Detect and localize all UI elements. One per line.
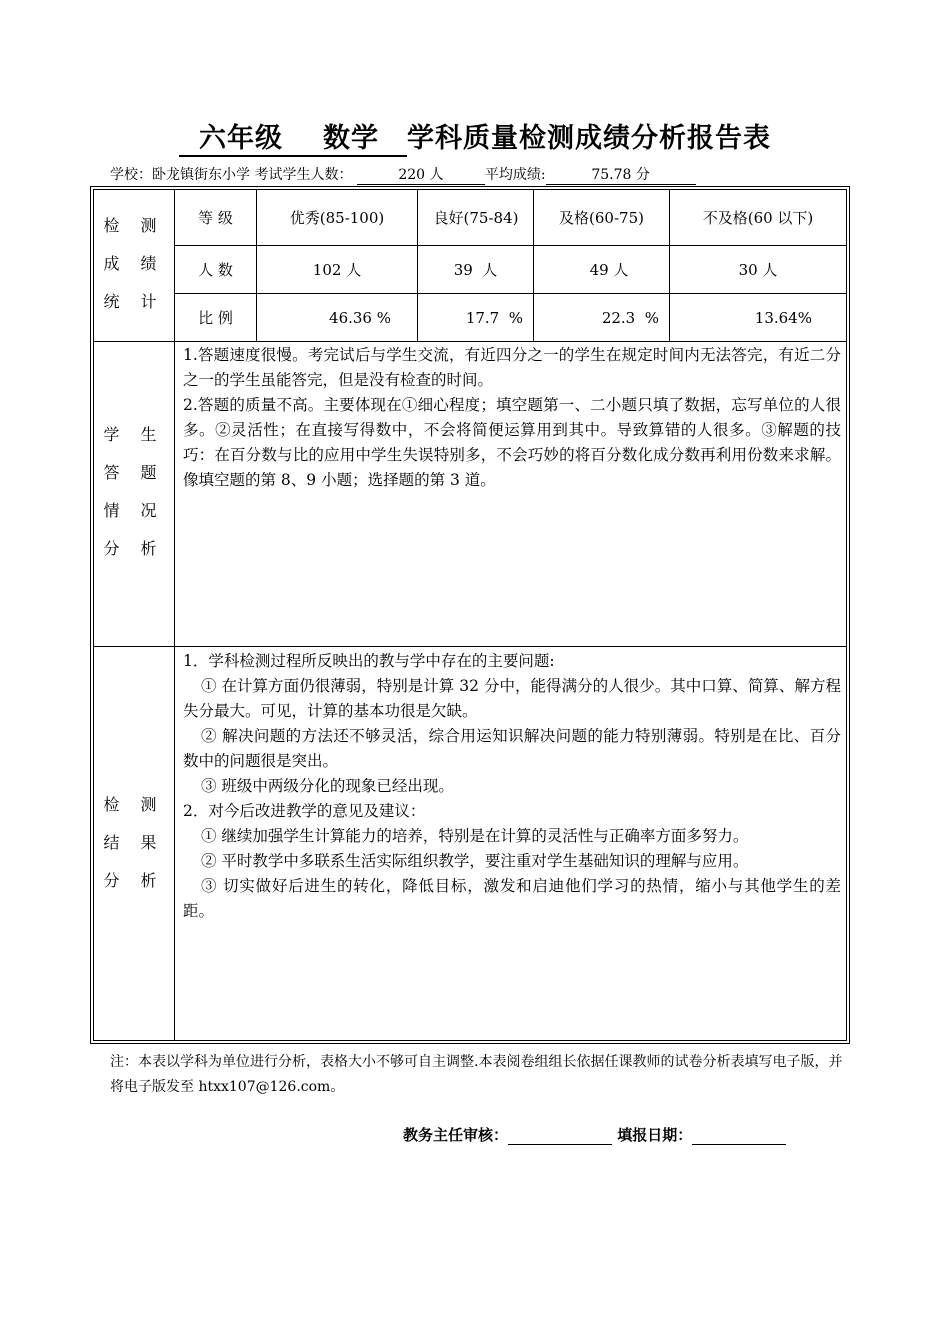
row-label-ratio: 比 例: [198, 309, 233, 327]
count-good: 39 人: [453, 261, 498, 279]
results-paragraph: ③ 班级中两级分化的现象已经出现。: [201, 777, 454, 795]
school-label: 学校：卧龙镇街东小学: [110, 167, 250, 183]
results-analysis: [183, 649, 841, 924]
student-count-label: 考试学生人数：: [254, 167, 353, 183]
answers-label-line: 情 况: [103, 501, 165, 520]
section-divider: [93, 646, 847, 647]
title-rest: 学科质量检测成绩分析报告表: [407, 123, 771, 154]
stats-label-line: 成 绩: [103, 254, 165, 273]
footnote: 注：本表以学科为单位进行分析，表格大小不够可自主调整.本表阅卷组组长依据任课教师的试卷分析表填写电子版，并将电子版发至 htxx107@126.com。: [110, 1054, 843, 1095]
results-paragraph: ③ 切实做好后进生的转化，降低目标，激发和启迪他们学习的热情，缩小与其他学生的差距。: [183, 877, 841, 920]
results-paragraph: ① 在计算方面仍很薄弱，特别是计算 32 分中，能得满分的人很少。其中口算、简算、解方程失分最大。可见，计算的基本功很是欠缺。: [183, 677, 841, 720]
results-label-line: 检 测: [103, 795, 165, 814]
ratio-fail: 13.64%: [754, 308, 812, 327]
date-blank: [692, 1144, 786, 1145]
answers-analysis: [183, 343, 841, 493]
grade-good: 良好(75-84): [433, 208, 519, 227]
answers-label-line: 学 生: [103, 425, 165, 444]
stats-label-line: 检 测: [103, 216, 165, 235]
results-paragraph: 1．学科检测过程所反映出的教与学中存在的主要问题:: [183, 652, 555, 670]
average-value: 75.78 分: [546, 164, 696, 185]
ratio-excellent: 46.36 %: [329, 308, 391, 327]
reviewer-blank: [508, 1144, 612, 1145]
title-subject: 数学: [303, 116, 407, 157]
signature-line: [403, 1124, 786, 1145]
results-paragraph: ② 解决问题的方法还不够灵活，综合用运知识解决问题的能力特别薄弱。特别是在比、百分数中的问题很是突出。: [183, 727, 841, 770]
ratio-pass: 22.3 %: [601, 308, 659, 327]
results-paragraph: ② 平时教学中多联系生活实际组织教学，要注重对学生基础知识的理解与应用。: [201, 852, 749, 870]
results-label-line: 分 析: [103, 871, 165, 890]
average-label: 平均成绩:: [484, 167, 546, 183]
results-paragraph: ① 继续加强学生计算能力的培养，特别是在计算的灵活性与正确率方面多努力。: [201, 827, 749, 845]
title-grade: 六年级: [179, 116, 303, 157]
grade-fail: 不及格(60 以下): [702, 209, 814, 227]
date-label: 填报日期：: [617, 1126, 693, 1144]
stats-section-label: [95, 207, 173, 321]
ratio-good: 17.7 %: [465, 308, 523, 327]
answers-label-line: 答 题: [103, 463, 165, 482]
grade-pass: 及格(60-75): [559, 209, 644, 227]
answers-paragraph: 1.答题速度很慢。考完试后与学生交流，有近四分之一的学生在规定时间内无法答完，有近二分之一的学生虽能答完，但是没有检查的时间。: [183, 346, 841, 389]
student-count-value: 220 人: [357, 164, 485, 185]
results-label-line: 结 果: [103, 833, 165, 852]
results-section-label: [95, 786, 173, 900]
row-label-count: 人 数: [198, 261, 233, 279]
count-excellent: 102 人: [312, 261, 362, 279]
answers-section-label: [95, 416, 173, 568]
results-paragraph: 2．对今后改进教学的意见及建议：: [183, 802, 426, 820]
reviewer-label: 教务主任审核：: [403, 1126, 509, 1144]
count-pass: 49 人: [589, 261, 629, 279]
answers-label-line: 分 析: [103, 539, 165, 558]
grade-excellent: 优秀(85-100): [289, 209, 385, 227]
row-label-grade: 等 级: [198, 209, 233, 227]
answers-paragraph: 2.答题的质量不高。主要体现在①细心程度；填空题第一、二小题只填了数据，忘写单位的人很多。②灵活性；在直接写得数中，不会将简便运算用到其中。导致算错的人很多。③解题的技巧：在百分数与比的应用中学生失误特别多，不会巧妙的将百分数化成分数再利用份数来求解。像填空题的第 8、9 小题；选择题的第 3 道。: [183, 396, 841, 489]
header-info: [110, 164, 696, 185]
page-title: [0, 116, 950, 157]
count-fail: 30 人: [738, 261, 778, 279]
stats-label-line: 统 计: [103, 292, 165, 311]
section-divider: [93, 341, 847, 342]
